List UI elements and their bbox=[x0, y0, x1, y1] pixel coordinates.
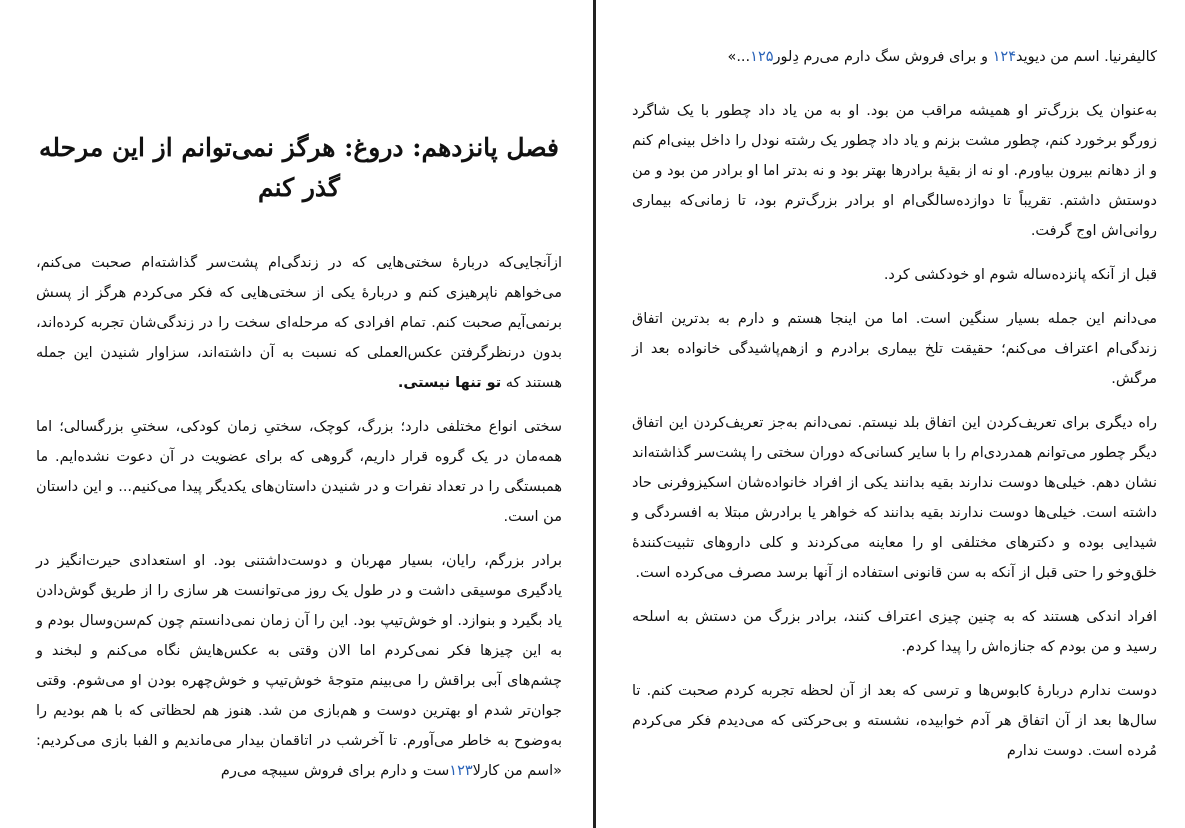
paragraph-2: قبل از آنکه پانزده‌ساله شوم او خودکشی کرد. bbox=[883, 267, 1157, 283]
paragraph-4: راه دیگری برای تعریف‌کردن این اتفاق بلد نیستم. نمی‌دانم به‌جز تعریف‌کردن این اتفاق دیگر چطور می‌توانم همدردی‌ام را با سایر کسانی‌که دوران سختی را پشت‌سر گذاشته‌اند نشان دهم. خیلی‌ها دوست ندارند بقیه بدانند یکی از افراد خانواده‌شان اسکیزوفرنی حاد داشته است. خیلی‌ها دوست ندارند بقیه بدانند که خواهر یا برادرش مبتلا به افسردگی و شیدایی بوده و دکترهای مختلفی او را معاینه می‌کردند و کلی داروهای تثبیت‌کنندهٔ خلق‌وخو را حتی قبل از آنکه به سن قانونی استفاده از آنها برسد مصرف می‌کرده است. bbox=[632, 415, 1157, 581]
footnote-ref-123[interactable]: ۱۲۳ bbox=[449, 763, 473, 779]
paragraph-1: به‌عنوان یک بزرگ‌تر او همیشه مراقب من بود. او به من یاد داد چطور با یک شاگرد زورگو برخورد کنم، چطور مشت بزنم و یاد داد چطور یک رشته نودل را داخل بینی‌ام کنم و از دهانم بیرون بیاورم. او نه از بقیهٔ برادرها بهتر بود و نه بدتر اما او برادر من بود و من دوستش داشتم. تقریباً تا دوازده‌سالگی‌ام او برادر بزرگ‌ترم بود، تا زمانی‌که بیماری روانی‌اش اوج گرفت. bbox=[632, 103, 1157, 239]
right-page bbox=[596, 0, 1185, 828]
chapter-title: فصل پانزدهم: دروغ: هرگز نمی‌توانم از این مرحله گذر کنم bbox=[38, 133, 560, 202]
paragraph-text-tail: ست و دارم برای فروش سیبچه می‌رم bbox=[220, 763, 450, 779]
footnote-ref-124[interactable]: ۱۲۴ bbox=[992, 49, 1017, 65]
continued-line bbox=[632, 42, 1157, 72]
paragraph-5: افراد اندکی هستند که به چنین چیزی اعتراف کنند، برادر بزرگ من دستش به اسلحه رسید و من بودم که جنازه‌اش را پیدا کردم. bbox=[632, 609, 1157, 655]
paragraph-3 bbox=[36, 546, 562, 786]
paragraph-text: برادر بزرگم، رایان، بسیار مهربان و دوست‌داشتنی بود. او استعدادی حیرت‌انگیز در یادگیری موسیقی داشت و در طول یک روز می‌توانست هر سازی را از طریق گوش‌دادن یاد بگیرد و بنوازد. او خوش‌تیپ بود. این را آن زمان نمی‌دانستم چون کم‌سن‌وسال بودم و به این چیزها فکر نمی‌کردم اما الان وقتی به عکس‌هایش نگاه می‌کنم و لبخند و چشم‌های آبی براقش را می‌بینم متوجهٔ خوش‌تیپ و خوش‌چهره بودن او می‌شوم. وقتی جوان‌تر شدم او بهترین دوست و هم‌بازی من شد. هنوز هم لحظاتی که با هم بودیم را به‌وضوح به خاطر می‌آورم. تا آخرشب در اتاقمان بیدار می‌ماندیم و الفبا بازی می‌کردیم: «اسم من کارلا bbox=[36, 553, 562, 779]
line-text: کالیفرنیا. اسم من دیوید bbox=[1016, 49, 1157, 65]
line-text-end: ...» bbox=[727, 49, 751, 65]
line-text-mid: و برای فروش سگ دارم می‌رم دِلور bbox=[773, 49, 993, 65]
paragraph-text: ازآنجایی‌که دربارهٔ سختی‌هایی که در زندگی‌ام پشت‌سر گذاشته‌ام صحبت می‌کنم، می‌خواهم ناپرهیزی کنم و دربارهٔ یکی از سختی‌هایی که فکر می‌کردم هرگز از پسش برنمی‌آیم صحبت کنم. تمام افرادی که مرحله‌ای سخت را در زندگی‌شان تجربه کرده‌اند، بدون درنظرگرفتن عکس‌العملی که نسبت به آن داشته‌اند، سزاوار شنیدن این جمله هستند که bbox=[36, 255, 562, 391]
paragraph-2: سختی انواع مختلفی دارد؛ بزرگ، کوچک، سختیِ زمان کودکی، سختیِ بزرگسالی؛ اما همه‌مان در یک گروه قرار داریم، گروهی که برای عضویت در آن دعوت نشده‌ایم. ما همبستگی را در تعداد نفرات و در شنیدن داستان‌های یکدیگر پیدا می‌کنیم... و این داستان من است. bbox=[36, 419, 562, 525]
paragraph-3: می‌دانم این جمله بسیار سنگین است. اما من اینجا هستم و دارم به بدترین اتفاق زندگی‌ام اعتراف می‌کنم؛ حقیقت تلخ بیماری برادرم و ازهم‌پاشیدگی خانواده بعد از مرگش. bbox=[632, 311, 1157, 387]
paragraph-1 bbox=[36, 248, 562, 398]
footnote-ref-125[interactable]: ۱۲۵ bbox=[750, 49, 774, 65]
emphasis-text: تو تنها نیستی. bbox=[397, 375, 502, 391]
paragraph-6: دوست ندارم دربارهٔ کابوس‌ها و ترسی که بعد از آن لحظه تجربه کردم صحبت کنم. تا سال‌ها بعد از آن اتفاق هر آدم خوابیده، نشسته و بی‌حرکتی که می‌دیدم فکر می‌کردم مُرده است. دوست ندارم bbox=[632, 683, 1157, 759]
